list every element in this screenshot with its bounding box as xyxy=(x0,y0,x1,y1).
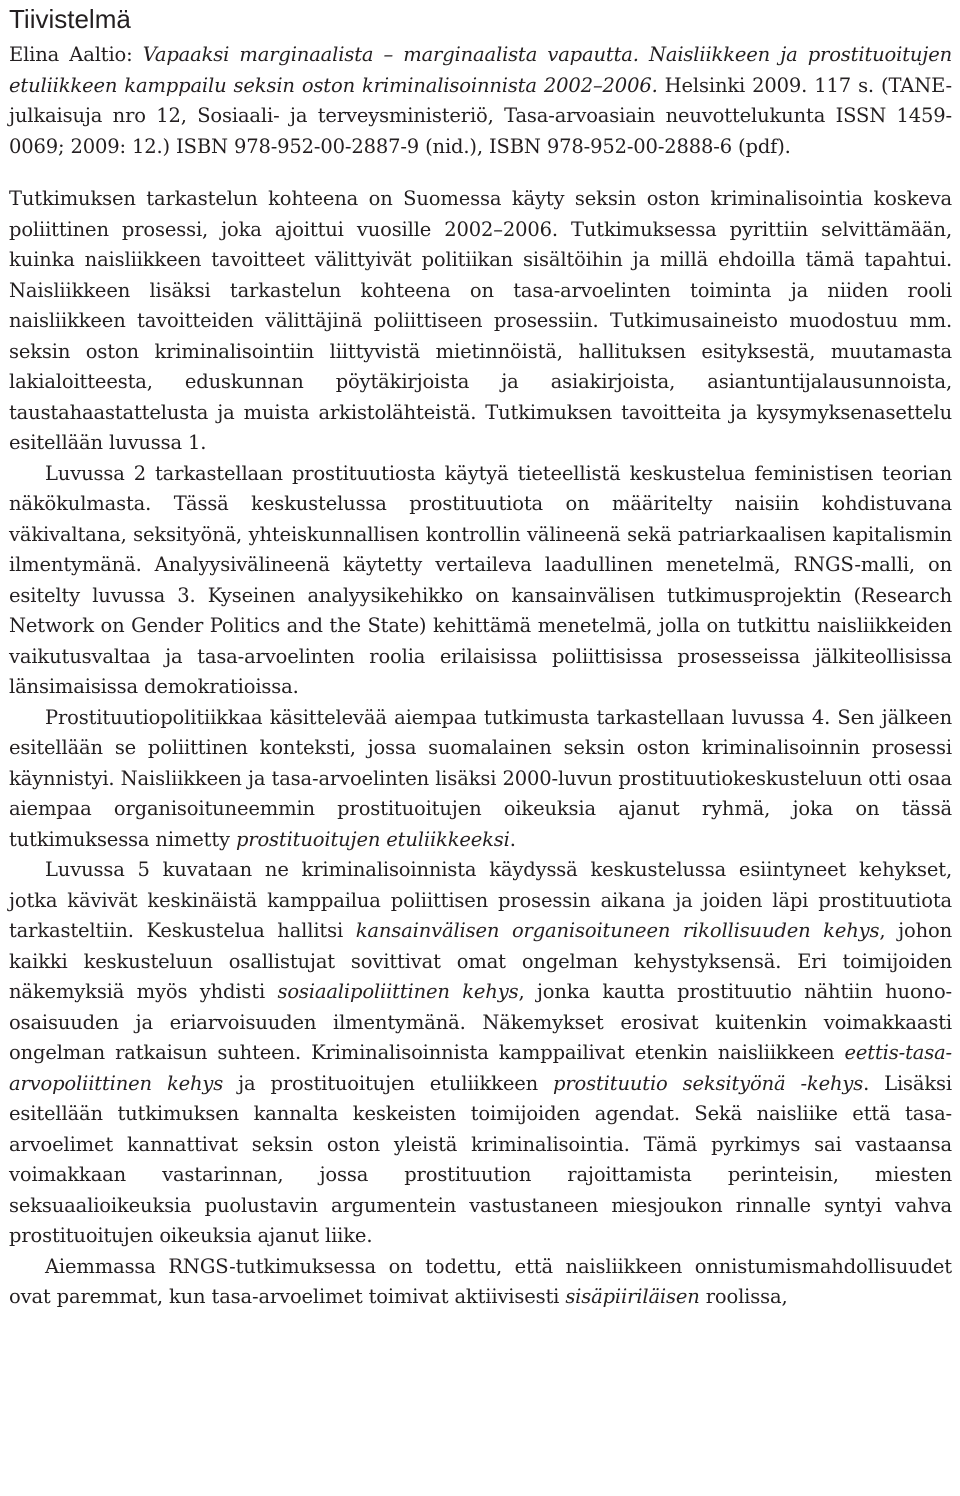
emphasis-term: prostituutio seksityönä -kehys xyxy=(553,1071,864,1095)
paragraph-text: , johon kaikki keskusteluun osallistujat sovittivat omat ongelman kehystyksensä. Eri toimijoiden näkemyksiä myös yhdisti xyxy=(9,919,952,1003)
paragraph-text: roolissa, xyxy=(699,1285,788,1308)
abstract-body xyxy=(9,184,952,1313)
publication-title: Vapaaksi marginaalista – marginaalista vapautta. Naisliikkeen ja prostituoitujen etuliikkeen kamppailu seksin oston kriminalisoinnista 2002–2006. xyxy=(9,43,953,97)
paragraph-text: Luvussa 5 kuvataan ne kriminalisoinnista käydyssä keskustelussa esiintyneet kehykset, jotka kävivät keskinäistä kamppailua poliittisen prosessin aikana ja joiden läpi prostituutiota tarkasteltiin. Keskustelua hallitsi xyxy=(9,858,952,942)
author-name: Elina Aaltio: xyxy=(9,43,133,66)
paragraph-5 xyxy=(9,1252,952,1313)
paragraph-text: . xyxy=(509,827,516,851)
page-title: Tiivistelmä xyxy=(9,4,131,34)
paragraph-text: , jonka kautta prostituutio nähtiin huono-osaisuuden ja eriarvoisuuden ilmentymänä. Näkemykset erosivat kuitenkin voimakkaasti ongelman ratkaisun suhteen. Kriminalisoinnista kamppailivat etenkin naisliikkeen xyxy=(9,980,952,1064)
publication-details: Helsinki 2009. 117 s. (TANE-julkaisuja nro 12, Sosiaali- ja terveysministeriö, Tasa-arvoasiain neuvottelukunta ISSN 1459-0069; 2009: 12.) ISBN 978-952-00-2887-9 (nid.), ISBN 978-952-00-2888-6 (pdf). xyxy=(9,73,952,158)
paragraph-1: Tutkimuksen tarkastelun kohteena on Suomessa käyty seksin oston kriminalisointia koskeva poliittinen prosessi, joka ajoittui vuosille 2002–2006. Tutkimuksessa pyrittiin selvittämään, kuinka naisliikkeen tavoitteet välittyivät politiikan sisältöihin ja millä ehdoilla tämä tapahtui. Naisliikkeen lisäksi tarkastelun kohteena on tasa-arvoelinten toiminta ja niiden rooli naisliikkeen tavoitteiden välittäjinä poliittiseen prosessiin. Tutkimusaineisto muodostuu mm. seksin oston kriminalisointiin liittyvistä mietinnöistä, hallituksen esityksestä, muutamasta lakialoitteesta, eduskunnan pöytäkirjoista ja asiakirjoista, asiantuntijalausunnoista, taustahaastattelusta ja muista arkistolähteistä. Tutkimuksen tavoitteita ja kysymyksenasettelu esitellään luvussa 1. xyxy=(9,187,952,454)
emphasis-term: sisäpiiriläisen xyxy=(565,1285,700,1308)
paragraph-text: ja prostituoitujen etuliikkeen xyxy=(223,1071,554,1095)
paragraph-4 xyxy=(9,855,952,1252)
emphasis-term: eettis-tasa-arvopoliittinen kehys xyxy=(9,1041,952,1095)
bibliography-reference xyxy=(9,40,952,162)
paragraph-3 xyxy=(9,703,952,856)
paragraph-text: . Lisäksi esitellään tutkimuksen kannalta keskeisten toimijoiden agendat. Sekä naisliike että tasa-arvoelimet kannattivat seksin oston yleistä kriminalisointia. Tämä pyrkimys sai vastaansa voimakkaan vastarinnan, jossa prostituution rajoittamista perinteisin, miesten seksuaalioikeuksia puolustavin argumentein vastustaneen miesjoukon rinnalle syntyi vahva prostituoitujen oikeuksia ajanut liike. xyxy=(9,1071,952,1247)
paragraph-text: Prostituutiopolitiikkaa käsittelevää aiempaa tutkimusta tarkastellaan luvussa 4. Sen jälkeen esitellään se poliittinen konteksti, jossa suomalainen seksin oston kriminalisoinnin prosessi käynnistyi. Naisliikkeen ja tasa-arvoelinten lisäksi 2000-luvun prostituutiokeskusteluun otti osaa aiempaa organisoituneemmin prostituoitujen oikeuksia ajanut ryhmä, joka on tässä tutkimuksessa nimetty xyxy=(9,705,952,851)
emphasis-term: kansainvälisen organisoituneen rikollisuuden kehys xyxy=(355,919,880,942)
emphasis-term: prostituoitujen etuliikkeeksi xyxy=(235,827,510,851)
paragraph-2: Luvussa 2 tarkastellaan prostituutiosta käytyä tieteellistä keskustelua feministisen teorian näkökulmasta. Tässä keskustelussa prostituutiota on määritelty naisiin kohdistuvana väkivaltana, seksityönä, yhteiskunnallisen kontrollin välineenä sekä patriarkaalisen kapitalismin ilmentymänä. Analyysivälineenä käytetty vertaileva laadullinen menetelmä, RNGS-malli, on esitelty luvussa 3. Kyseinen analyysikehikko on kansainvälisen tutkimusprojektin (Research Network on Gender Politics and the State) kehittämä menetelmä, jolla on tutkittu naisliikkeiden vaikutusvaltaa ja tasa-arvoelinten roolia erilaisissa poliittisissa prosesseissa jälkiteollisissa länsimaisissa demokratioissa. xyxy=(9,461,952,698)
emphasis-term: sosiaalipoliittinen kehys xyxy=(277,980,519,1003)
paragraph-text: Aiemmassa RNGS-tutkimuksessa on todettu, että naisliikkeen onnistumismahdollisuudet ovat paremmat, kun tasa-arvoelimet toimivat aktiivisesti xyxy=(9,1254,952,1308)
